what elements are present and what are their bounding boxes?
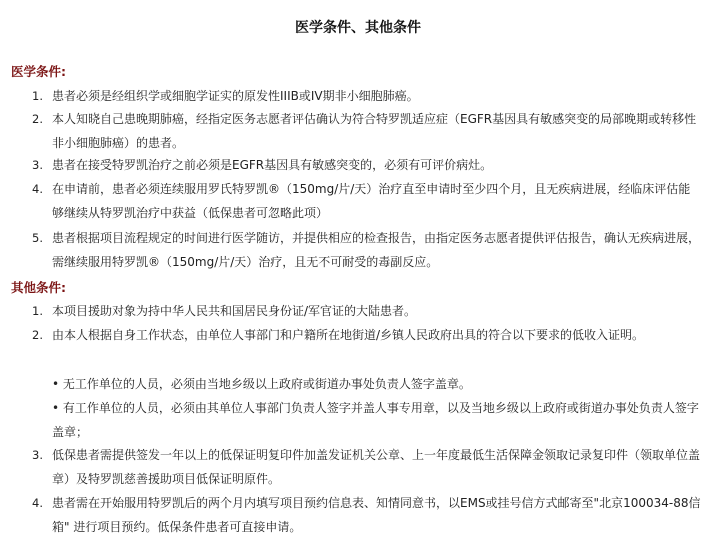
item-text: 患者必须是经组织学或细胞学证实的原发性IIIB或IV期非小细胞肺癌。 — [52, 89, 419, 103]
item-text: 在申请前，患者必须连续服用罗氏特罗凯®（150mg/片/天）治疗直至申请时至少四个月，且无疾病进展，经临床评估能够继续从特罗凯治疗中获益（低保患者可忽略此项） — [52, 182, 691, 220]
item-text: 本人知晓自己患晚期肺癌，经指定医务志愿者评估确认为符合特罗凯适应症（EGFR基因具有敏感突变的局部晚期或转移性非小细胞肺癌）的患者。 — [52, 112, 697, 150]
item-text: 本项目援助对象为持中华人民共和国居民身份证/军官证的大陆患者。 — [52, 304, 417, 318]
item-number: 3. — [32, 448, 43, 462]
item-number: 2. — [32, 328, 43, 342]
item-text: 患者需在开始服用特罗凯后的两个月内填写项目预约信息表、知情同意书，以EMS或挂号信方式邮寄至"北京100034-88信箱" 进行项目预约。低保条件患者可直接申请。 — [52, 496, 701, 534]
item-text: 患者在接受特罗凯治疗之前必须是EGFR基因具有敏感突变的，必须有可评价病灶。 — [52, 158, 493, 172]
item-number: 4. — [32, 496, 43, 510]
item-number: 2. — [32, 112, 43, 126]
item-number: 1. — [32, 89, 43, 103]
item-number: 1. — [32, 304, 43, 318]
item-text: 低保患者需提供签发一年以上的低保证明复印件加盖发证机关公章、上一年度最低生活保障金领取记录复印件（领取单位盖章）及特罗凯慈善援助项目低保证明原件。 — [52, 448, 701, 486]
medical-conditions-heading: 医学条件: — [11, 64, 66, 79]
bullet-text: • 有工作单位的人员，必须由其单位人事部门负责人签字并盖人事专用章，以及当地乡级以上政府或街道办事处负责人签字盖章； — [52, 401, 699, 439]
bullet-text: • 无工作单位的人员，必须由当地乡级以上政府或街道办事处负责人签字盖章。 — [52, 377, 471, 391]
other-conditions-heading: 其他条件: — [11, 280, 66, 295]
item-text: 由本人根据自身工作状态，由单位人事部门和户籍所在地街道/乡镇人民政府出具的符合以下要求的低收入证明。 — [52, 328, 645, 342]
page-title: 医学条件、其他条件 — [295, 20, 421, 36]
item-number: 3. — [32, 158, 43, 172]
item-text: 患者根据项目流程规定的时间进行医学随访，并提供相应的检查报告，由指定医务志愿者提供评估报告，确认无疾病进展，需继续服用特罗凯®（150mg/片/天）治疗，且无不可耐受的毒副反应。 — [52, 231, 701, 269]
item-number: 4. — [32, 182, 43, 196]
item-number: 5. — [32, 231, 43, 245]
